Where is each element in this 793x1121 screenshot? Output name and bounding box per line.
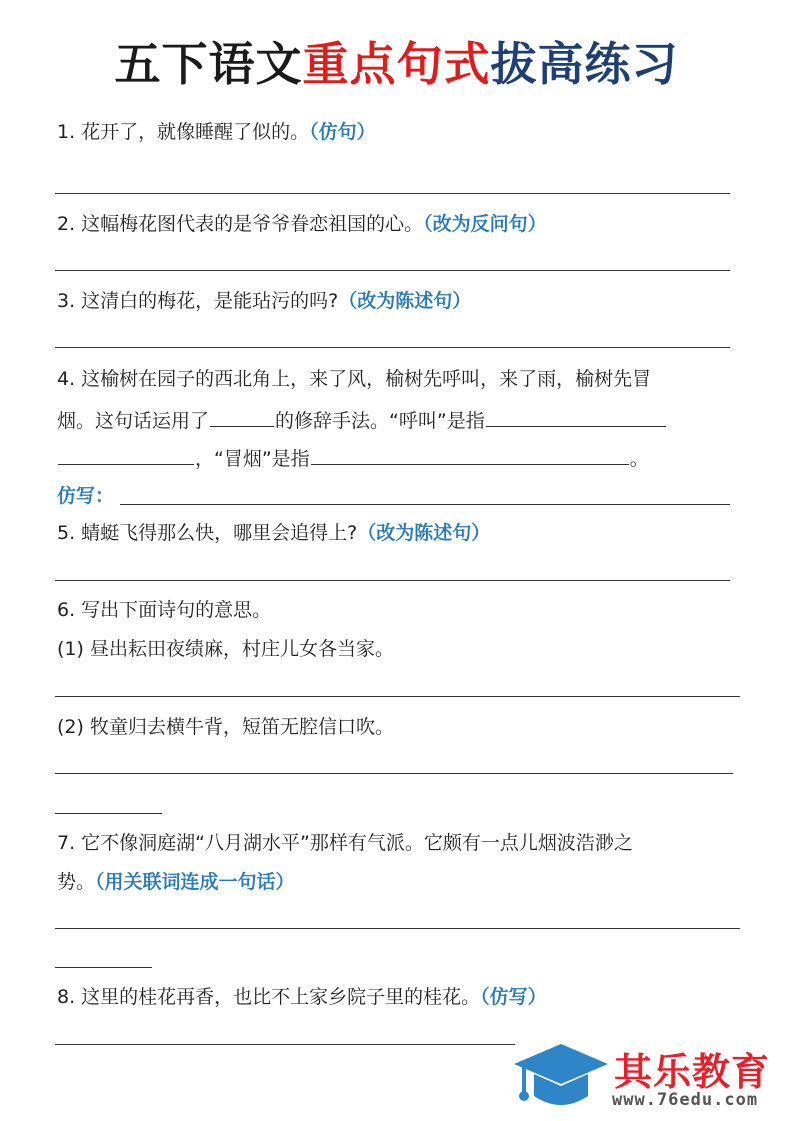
question-4-line-3 [57,444,649,471]
fill-blank-maoyan[interactable] [311,444,629,465]
answer-line-5[interactable] [55,580,730,581]
fill-blank-hujiao-cont[interactable] [58,444,194,465]
question-4-line-1: 4. 这榆树在园子的西北角上，来了风，榆树先呼叫，来了雨，榆树先冒 [57,368,652,390]
question-7-line-2 [57,870,295,894]
question-7-instruction: （用关联词连成一句话） [95,871,295,893]
logo-url[interactable]: www.76edu.com [612,1090,759,1110]
question-7-line-1: 7. 它不像洞庭湖“八月湖水平”那样有气派。它颇有一点儿烟波浩渺之 [57,832,633,854]
question-6-sub-1: (1) 昼出耘田夜绩麻，村庄儿女各当家。 [57,638,394,660]
answer-line-7[interactable] [55,928,740,929]
graduation-cap-icon [512,1040,610,1112]
question-5 [57,521,490,545]
imitate-label: 仿写： [57,485,115,507]
answer-line-6-1[interactable] [55,696,740,697]
question-6-text: 6. 写出下面诗句的意思。 [57,599,272,621]
question-1-instruction: （仿句） [309,121,376,143]
question-4-line-2a: 烟。这句话运用了 [57,410,210,432]
title-part-1: 五下语文 [114,37,303,91]
page-title [0,28,793,94]
question-4-line-3a: ，“冒烟”是指 [195,448,310,470]
question-5-text: 5. 蜻蜓飞得那么快，哪里会追得上? [57,522,358,544]
question-3-instruction: （改为陈述句） [338,290,472,312]
logo-name: 其乐教育 [614,1050,771,1094]
question-4-line-2b: 的修辞手法。“呼叫”是指 [275,410,485,432]
question-4-line-3b: 。 [629,448,649,470]
question-8 [57,985,547,1009]
question-2 [57,212,547,236]
question-2-text: 2. 这幅梅花图代表的是爷爷眷恋祖国的心。 [57,213,424,235]
question-5-instruction: （改为陈述句） [357,522,491,544]
answer-line-8[interactable] [55,1044,515,1045]
answer-line-6-2[interactable] [55,773,733,774]
question-8-instruction: （仿写） [480,986,547,1008]
answer-line-7-cont[interactable] [55,967,152,968]
question-8-text: 8. 这里的桂花再香，也比不上家乡院子里的桂花。 [57,986,481,1008]
question-1-text: 1. 花开了，就像睡醒了似的。 [57,121,310,143]
question-3-text: 3. 这清白的梅花，是能玷污的吗? [57,290,339,312]
title-part-3: 拔高练习 [490,37,679,91]
fill-blank-rhetoric[interactable] [210,406,274,427]
answer-line-3[interactable] [55,347,730,348]
question-6-sub-2: (2) 牧童归去横牛背，短笛无腔信口吹。 [57,716,394,738]
question-1 [57,120,376,144]
answer-line-6-2-cont[interactable] [55,813,162,814]
question-4-line-2 [57,406,667,433]
question-2-instruction: （改为反问句） [423,213,547,235]
title-part-2: 重点句式 [302,37,491,91]
answer-line-1[interactable] [55,193,730,194]
answer-line-4[interactable] [120,504,730,505]
fill-blank-hujiao[interactable] [486,406,666,427]
question-7-line-2-text: 势。 [57,871,96,893]
answer-line-2[interactable] [55,270,730,271]
question-3 [57,289,471,313]
